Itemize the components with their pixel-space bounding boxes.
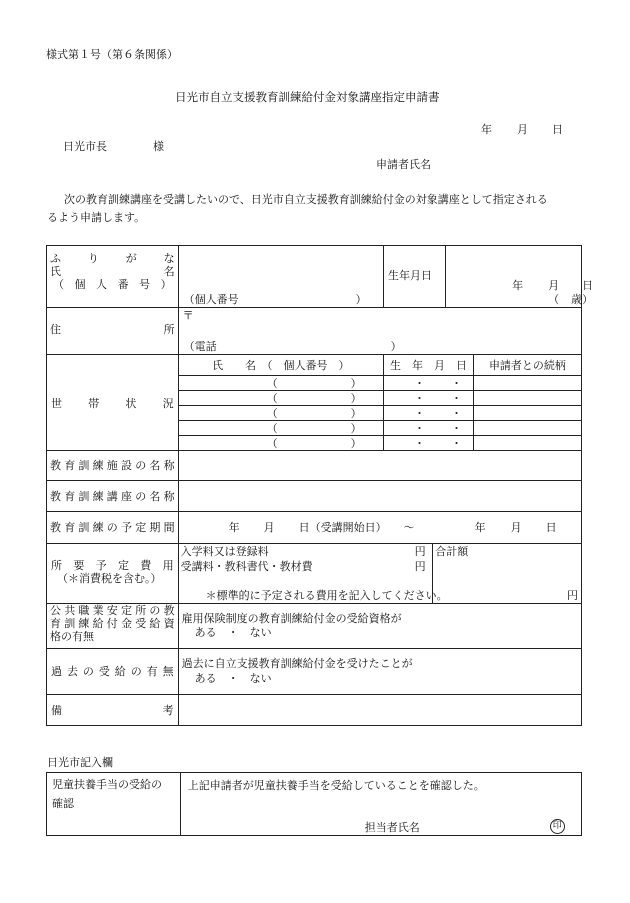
period-year-1: 年 [228, 521, 240, 534]
age-open: （ [548, 293, 560, 306]
household-relation-cell[interactable] [473, 376, 581, 391]
furigana-label: ふりがな [50, 252, 175, 265]
cost-label: 所要予定費用 [51, 559, 174, 572]
household-col-relation: 申請者との続柄 [473, 355, 581, 376]
birthdate-label: 生年月日 [388, 269, 433, 282]
past-receipt-cell[interactable] [178, 649, 581, 695]
date-year: 年 [481, 123, 492, 136]
intro-line-2: るよう申請します。 [47, 211, 146, 224]
employment-label-line1: 公共職業安定所の教 [50, 604, 175, 617]
date-dot: ・ [451, 377, 463, 390]
cost-detail-cell[interactable] [178, 544, 448, 604]
household-birth-cell[interactable] [384, 436, 474, 451]
total-cell[interactable] [433, 544, 582, 604]
birth-month: 月 [548, 279, 560, 292]
application-table [46, 245, 594, 726]
paren-open: （ [266, 377, 278, 390]
staff-name-label: 担当者氏名 [364, 821, 420, 834]
form-number: 様式第１号（第６条関係） [46, 48, 178, 61]
period-input[interactable] [178, 512, 581, 544]
intro-line-1: 次の教育訓練講座を受講したいので、日光市自立支援教育訓練給付金の対象講座として指定される [64, 193, 548, 206]
household-col-name: 氏 名 （ 個人番号 ） [178, 355, 383, 376]
address-label: 住所 [50, 323, 175, 336]
date-month: 月 [517, 123, 528, 136]
mynumber-close: ） [355, 293, 367, 306]
facility-label: 教育訓練施設の名称 [50, 459, 175, 472]
household-birth-cell[interactable] [384, 391, 474, 406]
employment-yes-no[interactable]: ある ・ ない [194, 626, 272, 639]
addressee-name: 日光市長 [63, 140, 107, 153]
mynumber-field-label: （個人番号 [183, 293, 239, 306]
birth-year: 年 [512, 279, 524, 292]
paren-open: （ [266, 407, 278, 420]
period-day-2: 日 [545, 521, 557, 534]
household-relation-cell[interactable] [473, 421, 581, 436]
household-col-birth: 生 年 月 日 [384, 355, 474, 376]
facility-input[interactable] [178, 451, 581, 481]
course-label: 教育訓練講座の名称 [50, 489, 175, 503]
form-title: 日光市自立支援教育訓練給付金対象講座指定申請書 [175, 90, 440, 104]
address-label-cell [47, 308, 179, 355]
name-label: 氏名 [50, 265, 175, 278]
cost-label-cell [47, 544, 179, 604]
household-relation-cell[interactable] [473, 391, 581, 406]
date-dot: ・ [414, 377, 426, 390]
date-dot: ・ [451, 407, 463, 420]
employment-qualification-label-cell [47, 604, 179, 649]
household-name-cell[interactable] [178, 436, 383, 451]
date-day: 日 [552, 123, 563, 136]
period-day-1: 日（受講開始日） [298, 521, 387, 534]
cost-sub-label: （＊消費税を含む。） [57, 572, 162, 585]
course-input[interactable] [178, 481, 581, 512]
household-birth-cell[interactable] [384, 406, 474, 421]
applicant-name-label: 申請者氏名 [376, 158, 431, 171]
mynumber-label: （個人番号） [53, 278, 172, 291]
past-receipt-label-cell [47, 649, 179, 695]
phone-close: ） [390, 340, 402, 353]
phone-label: （電話 [183, 340, 217, 353]
household-label: 世帯状況 [51, 397, 174, 410]
yen-tuition: 円 [414, 560, 426, 573]
household-label-cell [47, 355, 179, 451]
date-dot: ・ [414, 392, 426, 405]
period-year-2: 年 [474, 521, 486, 534]
cost-note: ＊標準的に予定される費用を記入してください。 [205, 589, 448, 602]
confirm-text: 上記申請者が児童扶養手当を受給していることを確認した。 [187, 779, 485, 792]
city-section-table [46, 772, 582, 836]
paren-close: ） [350, 407, 362, 420]
yen-total: 円 [567, 589, 578, 602]
date-dot: ・ [451, 422, 463, 435]
date-dot: ・ [451, 392, 463, 405]
city-section-heading: 日光市記入欄 [47, 756, 113, 769]
household-name-cell[interactable] [178, 406, 383, 421]
household-relation-cell[interactable] [473, 436, 581, 451]
period-label-cell [47, 512, 179, 544]
period-tilde: ～ [403, 521, 415, 534]
cost-item-entrance: 入学料又は登録料 [180, 545, 269, 558]
postal-mark: 〒 [182, 309, 194, 322]
name-label-cell [47, 246, 179, 308]
past-receipt-label: 過去の受給の有無 [51, 665, 174, 678]
date-dot: ・ [451, 437, 463, 450]
child-allowance-label-cell [47, 773, 181, 836]
birthdate-input-cell[interactable] [446, 246, 594, 308]
past-text: 過去に自立支援教育訓練給付金を受けたことが [181, 657, 413, 670]
household-birth-cell[interactable] [384, 421, 474, 436]
period-month-2: 月 [510, 521, 522, 534]
total-label: 合計額 [435, 545, 469, 558]
facility-label-cell [47, 451, 179, 481]
age-close: 歳） [571, 293, 594, 306]
child-allowance-confirm-cell[interactable] [180, 773, 581, 836]
paren-open: （ [266, 437, 278, 450]
past-yes-no[interactable]: ある ・ ない [194, 672, 272, 685]
date-dot: ・ [414, 437, 426, 450]
addressee-honorific: 様 [153, 140, 164, 153]
course-label-cell [47, 481, 179, 512]
child-allowance-label-line1: 児童扶養手当の受給の [52, 778, 162, 791]
paren-close: ） [350, 437, 362, 450]
employment-qualification-cell[interactable] [178, 604, 581, 649]
name-input-cell[interactable] [178, 246, 383, 308]
address-input-cell[interactable] [178, 308, 581, 355]
yen-entrance: 円 [414, 545, 426, 558]
remarks-label-cell [47, 695, 179, 726]
household-name-cell[interactable] [178, 376, 383, 391]
birth-day: 日 [582, 279, 594, 292]
paren-close: ） [350, 377, 362, 390]
date-dot: ・ [414, 407, 426, 420]
paren-close: ） [350, 422, 362, 435]
date-dot: ・ [414, 422, 426, 435]
employment-label-line2: 育訓練給付金受給資 [50, 617, 175, 630]
seal-mark: 印 [550, 819, 565, 834]
period-month-1: 月 [263, 521, 275, 534]
remarks-input[interactable] [178, 695, 581, 726]
employment-label-line3: 格の有無 [50, 630, 94, 643]
household-birth-cell[interactable] [384, 376, 474, 391]
paren-open: （ [266, 422, 278, 435]
paren-open: （ [266, 392, 278, 405]
birthdate-label-cell [384, 246, 446, 308]
household-relation-cell[interactable] [473, 406, 581, 421]
employment-text: 雇用保険制度の教育訓練給付金の受給資格が [181, 612, 402, 625]
paren-close: ） [350, 392, 362, 405]
cost-item-tuition: 受講料・教科書代・教材費 [180, 560, 313, 573]
period-label: 教育訓練の予定期間 [50, 521, 175, 534]
household-name-cell[interactable] [178, 421, 383, 436]
household-name-cell[interactable] [178, 391, 383, 406]
remarks-label: 備考 [51, 703, 174, 717]
child-allowance-label-line2: 確認 [52, 797, 74, 810]
